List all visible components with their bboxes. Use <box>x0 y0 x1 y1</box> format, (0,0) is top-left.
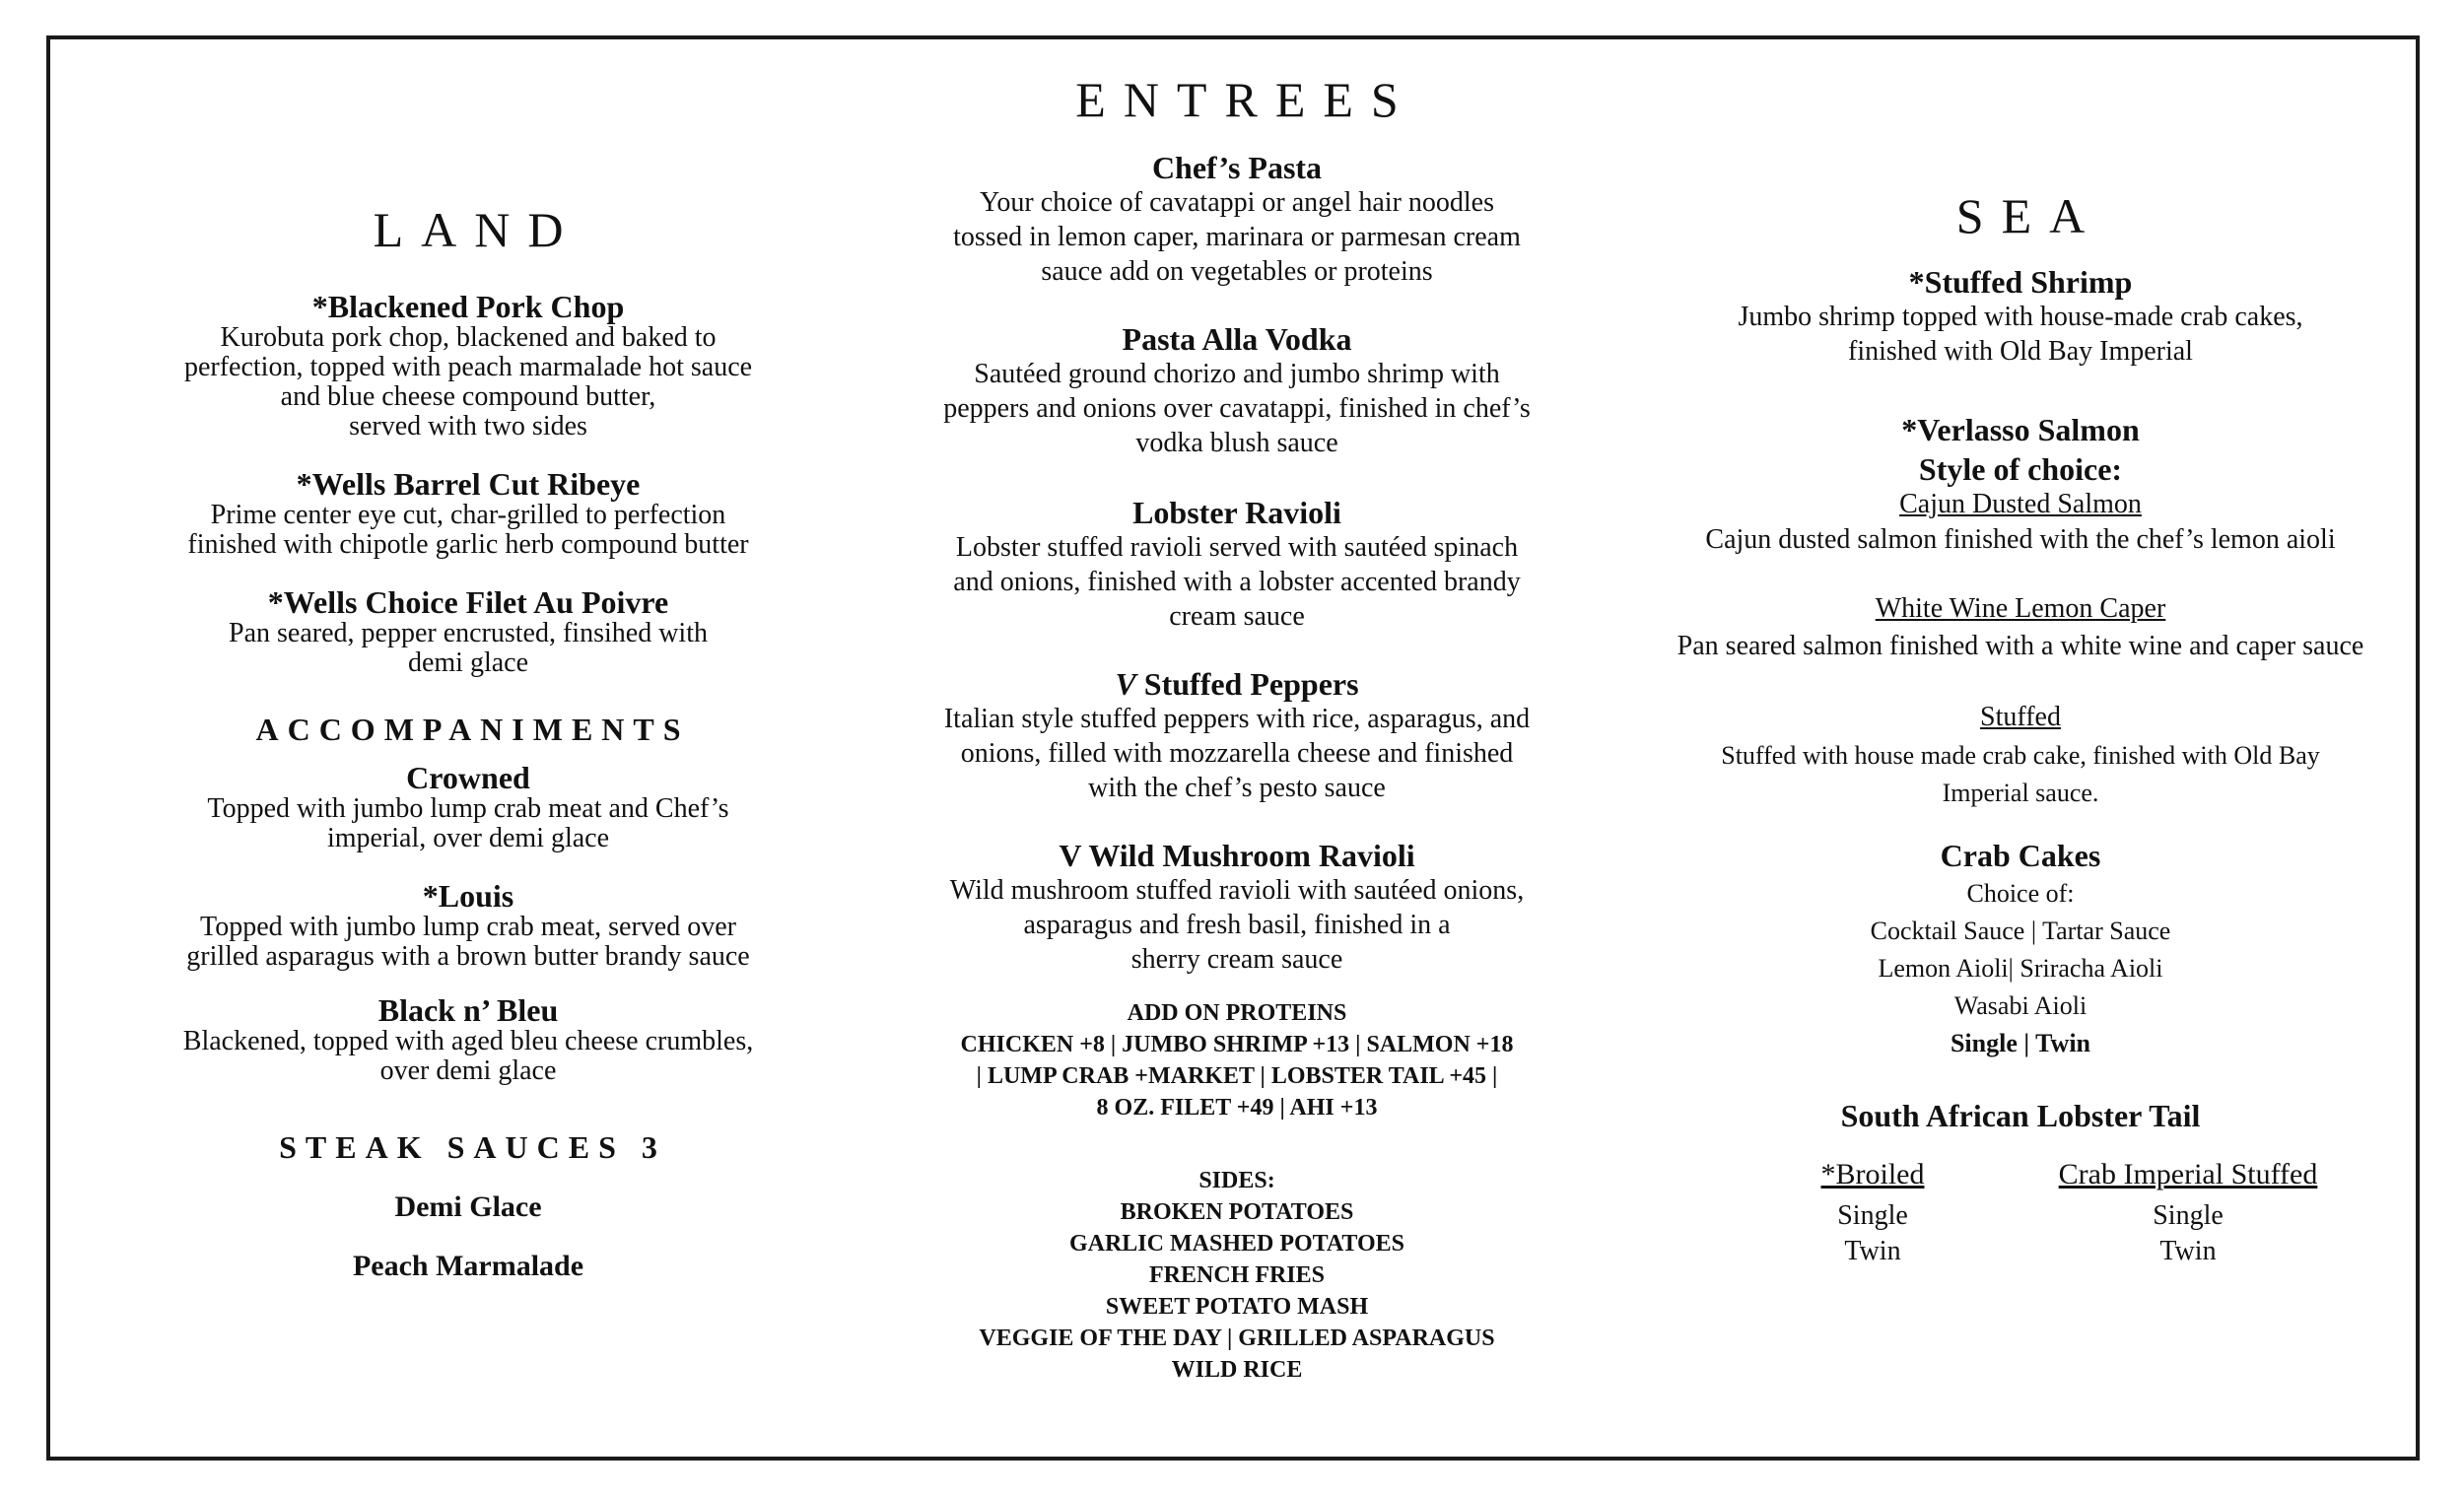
steak-sauces-title: STEAK SAUCES 3 <box>279 1129 666 1165</box>
sides-line: BROKEN POTATOES <box>1120 1199 1354 1225</box>
menu-item <box>1666 264 2375 369</box>
item-desc: Kurobuta pork chop, blackened and baked to <box>220 322 717 353</box>
sauce-line: Wasabi Aioli <box>1953 991 2088 1020</box>
item-name-text: Stuffed Peppers <box>1143 666 1359 702</box>
sides-line: VEGGIE OF THE DAY | GRILLED ASPARAGUS <box>979 1326 1495 1351</box>
lobster-option-name: Crab Imperial Stuffed <box>2058 1158 2318 1190</box>
item-desc: Jumbo shrimp topped with house-made crab cakes, <box>1738 302 2303 332</box>
item-name: Crab Cakes <box>1940 838 2101 873</box>
item-desc: and onions, finished with a lobster accented brandy <box>953 567 1521 597</box>
item-desc: asparagus and fresh basil, finished in a <box>1023 910 1451 940</box>
size-option: Twin <box>2159 1236 2217 1266</box>
item-desc: sherry cream sauce <box>1130 944 1343 975</box>
lobster-tail <box>1666 1098 2375 1133</box>
sauce-item: Peach Marmalade <box>352 1250 584 1282</box>
salmon-style-name: White Wine Lemon Caper <box>1875 593 2166 624</box>
menu-item <box>897 666 1577 805</box>
sides-block <box>897 1165 1577 1386</box>
accompaniments-title: ACCOMPANIMENTS <box>255 712 690 747</box>
menu-item <box>1666 700 2375 812</box>
proteins-title: ADD ON PROTEINS <box>1127 1000 1347 1026</box>
item-desc: peppers and onions over cavatappi, finished in chef’s <box>943 393 1531 424</box>
item-desc: Topped with jumbo lump crab meat and Chef’s <box>207 793 729 824</box>
item-name: Chef’s Pasta <box>1151 150 1323 185</box>
item-name: Black n’ Bleu <box>377 992 559 1028</box>
menu-item <box>128 761 808 853</box>
item-desc: Topped with jumbo lump crab meat, served over <box>200 912 736 942</box>
item-desc: over demi glace <box>379 1055 557 1086</box>
item-desc: Blackened, topped with aged bleu cheese crumbles, <box>182 1026 754 1056</box>
item-desc: perfection, topped with peach marmalade hot sauce <box>183 352 753 382</box>
menu-item <box>897 495 1577 634</box>
menu-item <box>128 585 808 678</box>
item-name: *Stuffed Shrimp <box>1908 264 2133 300</box>
menu-item <box>897 321 1577 460</box>
menu-item <box>128 993 808 1086</box>
lobster-option <box>1725 1157 2020 1269</box>
item-desc: onions, filled with mozzarella cheese and finished <box>960 738 1514 769</box>
item-desc: Italian style stuffed peppers with rice, asparagus, and <box>943 704 1531 734</box>
lobster-option <box>2001 1157 2375 1269</box>
item-name: V Wild Mushroom Ravioli <box>1059 838 1415 873</box>
item-desc: served with two sides <box>349 411 587 442</box>
sides-title: SIDES: <box>1198 1168 1275 1193</box>
proteins-line: CHICKEN +8 | JUMBO SHRIMP +13 | SALMON +18 <box>960 1032 1514 1057</box>
size-options: Single | Twin <box>1950 1029 2091 1057</box>
item-name: *Verlasso Salmon <box>1901 412 2140 447</box>
item-desc: Prime center eye cut, char-grilled to perfection <box>210 500 726 530</box>
item-name <box>897 666 1577 702</box>
sea-title: SEA <box>1955 188 2103 243</box>
salmon-style-name: Stuffed <box>1980 702 2061 732</box>
sauce-item: Demi Glace <box>394 1190 542 1223</box>
menu-item <box>1666 838 2375 1062</box>
item-desc: Wild mushroom stuffed ravioli with sautéed onions, <box>949 875 1525 906</box>
item-desc: and blue cheese compound butter, <box>280 381 656 412</box>
salmon-style-name: Cajun Dusted Salmon <box>1899 489 2142 519</box>
sides-line: WILD RICE <box>1171 1357 1303 1383</box>
menu-item <box>128 290 808 442</box>
salmon-style-desc: Pan seared salmon finished with a white wine and caper sauce <box>1677 631 2364 661</box>
proteins-line: | LUMP CRAB +MARKET | LOBSTER TAIL +45 | <box>976 1063 1498 1089</box>
salmon-style-desc: Imperial sauce. <box>1942 779 2099 807</box>
item-name: Crowned <box>406 760 530 795</box>
lobster-option-name: *Broiled <box>1820 1158 1925 1190</box>
proteins-line: 8 OZ. FILET +49 | AHI +13 <box>1096 1095 1378 1121</box>
item-desc: cream sauce <box>1169 601 1305 632</box>
size-option: Twin <box>1844 1236 1901 1266</box>
item-name: *Blackened Pork Chop <box>311 289 625 324</box>
entrees-title: ENTREES <box>1075 72 1416 127</box>
sides-line: GARLIC MASHED POTATOES <box>1068 1231 1405 1257</box>
size-option: Single <box>1837 1200 1908 1231</box>
item-desc: Sautéed ground chorizo and jumbo shrimp with <box>974 359 1500 389</box>
item-desc: with the chef’s pesto sauce <box>1088 773 1386 803</box>
menu-item <box>128 879 808 972</box>
sides-line: SWEET POTATO MASH <box>1105 1294 1369 1320</box>
sauce-line: Lemon Aioli| Sriracha Aioli <box>1878 954 2163 983</box>
sides-line: FRENCH FRIES <box>1148 1262 1326 1288</box>
size-option: Single <box>2153 1200 2224 1231</box>
item-desc: grilled asparagus with a brown butter brandy sauce <box>186 941 750 972</box>
salmon-style-desc: Stuffed with house made crab cake, finished with Old Bay <box>1721 741 2320 770</box>
item-name: South African Lobster Tail <box>1840 1098 2201 1133</box>
proteins-block <box>897 997 1577 1123</box>
item-name: *Wells Barrel Cut Ribeye <box>296 466 641 502</box>
item-name: *Louis <box>422 878 514 914</box>
salmon-style-desc: Cajun dusted salmon finished with the chef’s lemon aioli <box>1705 524 2336 555</box>
menu-item <box>128 467 808 560</box>
item-desc: vodka blush sauce <box>1135 428 1338 458</box>
item-desc: finished with Old Bay Imperial <box>1848 336 2193 367</box>
item-desc: Lobster stuffed ravioli served with sautéed spinach <box>955 532 1519 563</box>
menu-item <box>897 838 1577 977</box>
land-title: LAND <box>373 202 582 257</box>
item-desc: demi glace <box>407 647 529 678</box>
sauce-line: Cocktail Sauce | Tartar Sauce <box>1870 917 2171 945</box>
item-desc: finished with chipotle garlic herb compound butter <box>187 529 749 560</box>
style-label: Style of choice: <box>1918 451 2123 487</box>
item-desc: tossed in lemon caper, marinara or parmesan cream <box>953 222 1521 252</box>
item-desc: sauce add on vegetables or proteins <box>1041 256 1433 287</box>
vegetarian-mark: V <box>1115 666 1136 702</box>
item-name: Lobster Ravioli <box>1132 495 1341 530</box>
item-name: Pasta Alla Vodka <box>1122 321 1352 357</box>
choice-label: Choice of: <box>1966 879 2075 908</box>
item-desc: Pan seared, pepper encrusted, finsihed with <box>229 618 708 648</box>
item-desc: Your choice of cavatappi or angel hair noodles <box>980 187 1494 218</box>
item-name: *Wells Choice Filet Au Poivre <box>267 584 669 620</box>
menu-item <box>897 150 1577 289</box>
item-desc: imperial, over demi glace <box>326 823 610 853</box>
menu-item <box>1666 591 2375 664</box>
menu-item <box>1666 412 2375 558</box>
